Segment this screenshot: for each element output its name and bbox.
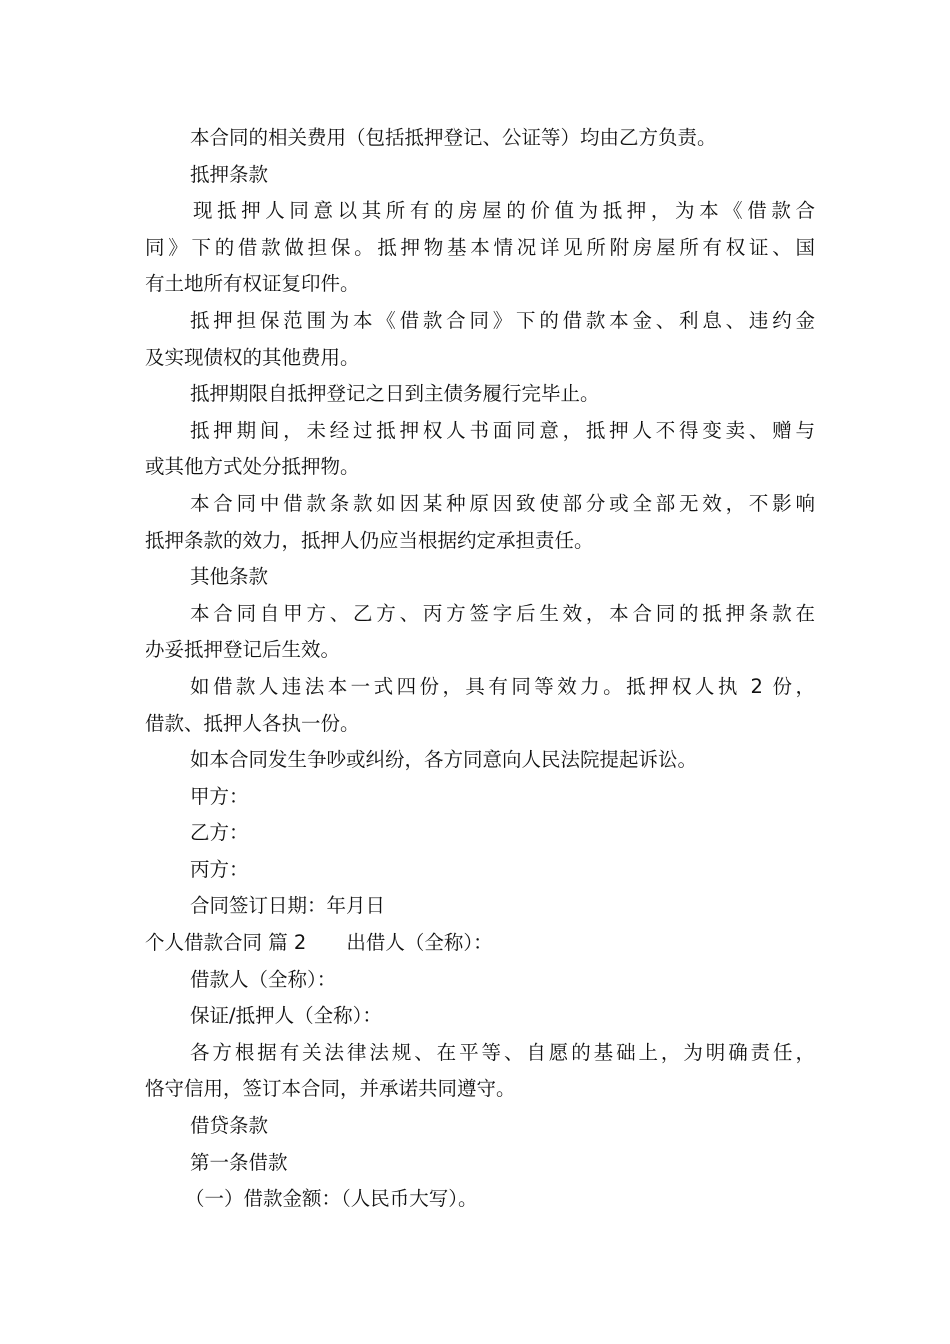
paragraph-validity-line-1: 本合同中借款条款如因某种原因致使部分或全部无效，不影响	[190, 491, 815, 515]
paragraph-effective-line-1: 本合同自甲方、乙方、丙方签字后生效，本合同的抵押条款在	[190, 601, 815, 625]
paragraph-copies-line-1: 如借款人违法本一式四份，具有同等效力。抵押权人执 2 份，	[190, 674, 815, 698]
party-b-label: 乙方：	[190, 821, 249, 845]
paragraph-scope-line-2: 及实现债权的其他费用。	[145, 345, 360, 369]
paragraph-effective-line-2: 办妥抵押登记后生效。	[145, 638, 341, 662]
section-heading-row	[145, 925, 815, 962]
paragraph-scope-line-1: 抵押担保范围为本《借款合同》下的借款本金、利息、违约金	[190, 308, 815, 332]
lender-label: 出借人（全称）：	[346, 931, 493, 955]
paragraph-preamble-line-2: 恪守信用，签订本合同，并承诺共同遵守。	[145, 1077, 516, 1101]
heading-article-1: 第一条借款	[190, 1150, 288, 1174]
paragraph-fees: 本合同的相关费用（包括抵押登记、公证等）均由乙方负责。	[190, 126, 717, 149]
paragraph-mortgage-line-1: 现抵押人同意以其所有的房屋的价值为抵押，为本《借款合	[193, 199, 815, 223]
document-body	[145, 120, 815, 1218]
paragraph-dispute: 如本合同发生争吵或纠纷，各方同意向人民法院提起诉讼。	[190, 748, 698, 772]
guarantor-label: 保证/抵押人（全称）：	[190, 1004, 382, 1028]
paragraph-term: 抵押期限自抵押登记之日到主债务履行完毕止。	[190, 382, 600, 406]
section-title: 个人借款合同 篇 2	[145, 931, 307, 955]
party-a-label: 甲方：	[190, 784, 249, 808]
paragraph-copies-line-2: 借款、抵押人各执一份。	[145, 711, 360, 735]
signing-date-label: 合同签订日期：年月日	[190, 894, 386, 918]
paragraph-preamble-line-1: 各方根据有关法律法规、在平等、自愿的基础上，为明确责任，	[190, 1040, 815, 1064]
borrower-label: 借款人（全称）：	[190, 967, 337, 991]
paragraph-mortgage-line-3: 有土地所有权证复印件。	[145, 272, 360, 296]
paragraph-mortgage-line-2: 同》下的借款做担保。抵押物基本情况详见所附房屋所有权证、国	[145, 235, 815, 259]
heading-mortgage-terms: 抵押条款	[190, 162, 269, 186]
paragraph-period-line-1: 抵押期间，未经过抵押权人书面同意，抵押人不得变卖、赠与	[190, 418, 815, 442]
heading-loan-terms: 借贷条款	[190, 1114, 269, 1138]
item-loan-amount: （一）借款金额：（人民币大写）。	[185, 1187, 478, 1211]
party-c-label: 丙方：	[190, 857, 249, 881]
paragraph-validity-line-2: 抵押条款的效力，抵押人仍应当根据约定承担责任。	[145, 528, 594, 552]
paragraph-period-line-2: 或其他方式处分抵押物。	[145, 455, 360, 479]
heading-other-terms: 其他条款	[190, 565, 269, 589]
